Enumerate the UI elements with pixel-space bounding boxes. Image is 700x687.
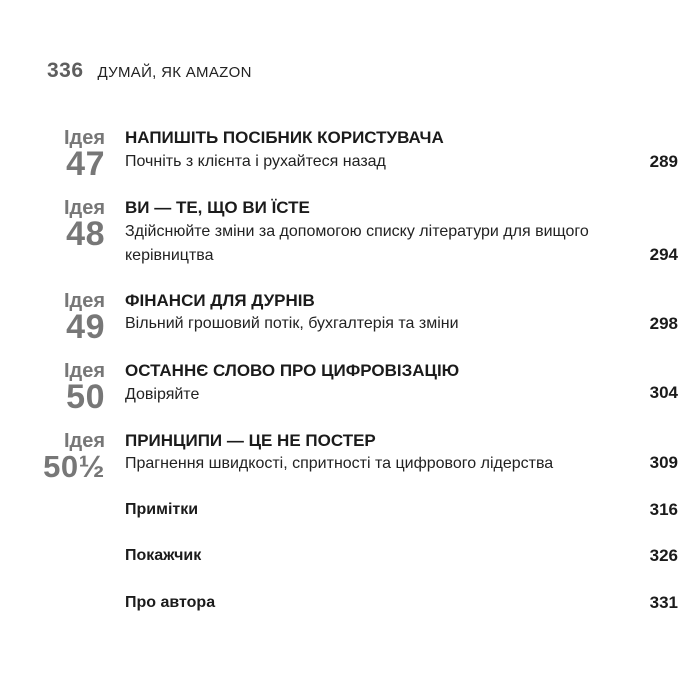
idea-number: 48 — [66, 215, 105, 253]
book-title: ДУМАЙ, ЯК AMAZON — [97, 64, 252, 81]
idea-word: Ідея — [63, 127, 105, 149]
idea-label — [64, 291, 105, 344]
chapter-subtitle: Довіряйте — [125, 386, 200, 403]
chapter-title: ОСТАННЄ СЛОВО ПРО ЦИФРОВІЗАЦІЮ — [125, 361, 460, 380]
idea-label — [64, 198, 105, 251]
chapter-page-number: 289 — [649, 152, 678, 171]
chapter-page-number: 294 — [649, 245, 678, 264]
idea-label — [64, 361, 105, 414]
idea-word: Ідея — [63, 360, 105, 382]
chapter-title: НАПИШІТЬ ПОСІБНИК КОРИСТУВАЧА — [125, 128, 444, 147]
chapter-title: ВИ — ТЕ, ЩО ВИ ЇСТЕ — [125, 198, 310, 217]
chapter-title: ПРИНЦИПИ — ЦЕ НЕ ПОСТЕР — [125, 431, 376, 450]
chapter-subtitle: Здійснюйте зміни за допомогою списку літератури для вищого керівництва — [125, 223, 589, 264]
back-matter-item — [0, 544, 700, 568]
chapter-subtitle: Прагнення швидкості, спритності та цифрового лідерства — [125, 455, 554, 472]
idea-number: 50½ — [43, 449, 105, 484]
back-matter-item — [0, 498, 700, 522]
idea-word: Ідея — [63, 197, 105, 219]
chapter-page-number: 298 — [649, 314, 678, 333]
idea-label — [64, 128, 105, 181]
idea-label — [43, 431, 105, 484]
back-matter-label: Примітки — [125, 501, 199, 518]
back-matter-label: Покажчик — [125, 547, 202, 564]
back-matter-label: Про автора — [125, 594, 216, 611]
running-head — [47, 59, 252, 83]
back-matter-item — [0, 591, 700, 615]
chapter-subtitle: Почніть з клієнта і рухайтеся назад — [125, 153, 386, 170]
chapter-page-number: 309 — [649, 453, 678, 472]
back-matter-page-number: 326 — [649, 546, 678, 565]
chapter-page-number: 304 — [649, 383, 678, 402]
idea-number: 49 — [66, 308, 105, 346]
chapter-title: ФІНАНСИ ДЛЯ ДУРНІВ — [125, 291, 315, 310]
idea-number: 47 — [66, 145, 105, 183]
chapter-subtitle: Вільний грошовий потік, бухгалтерія та зміни — [125, 315, 459, 332]
idea-number: 50 — [66, 378, 105, 416]
idea-word: Ідея — [63, 430, 105, 452]
idea-word: Ідея — [63, 290, 105, 312]
back-matter-page-number: 331 — [649, 593, 678, 612]
back-matter-page-number: 316 — [649, 500, 678, 519]
page-number: 336 — [47, 59, 84, 82]
